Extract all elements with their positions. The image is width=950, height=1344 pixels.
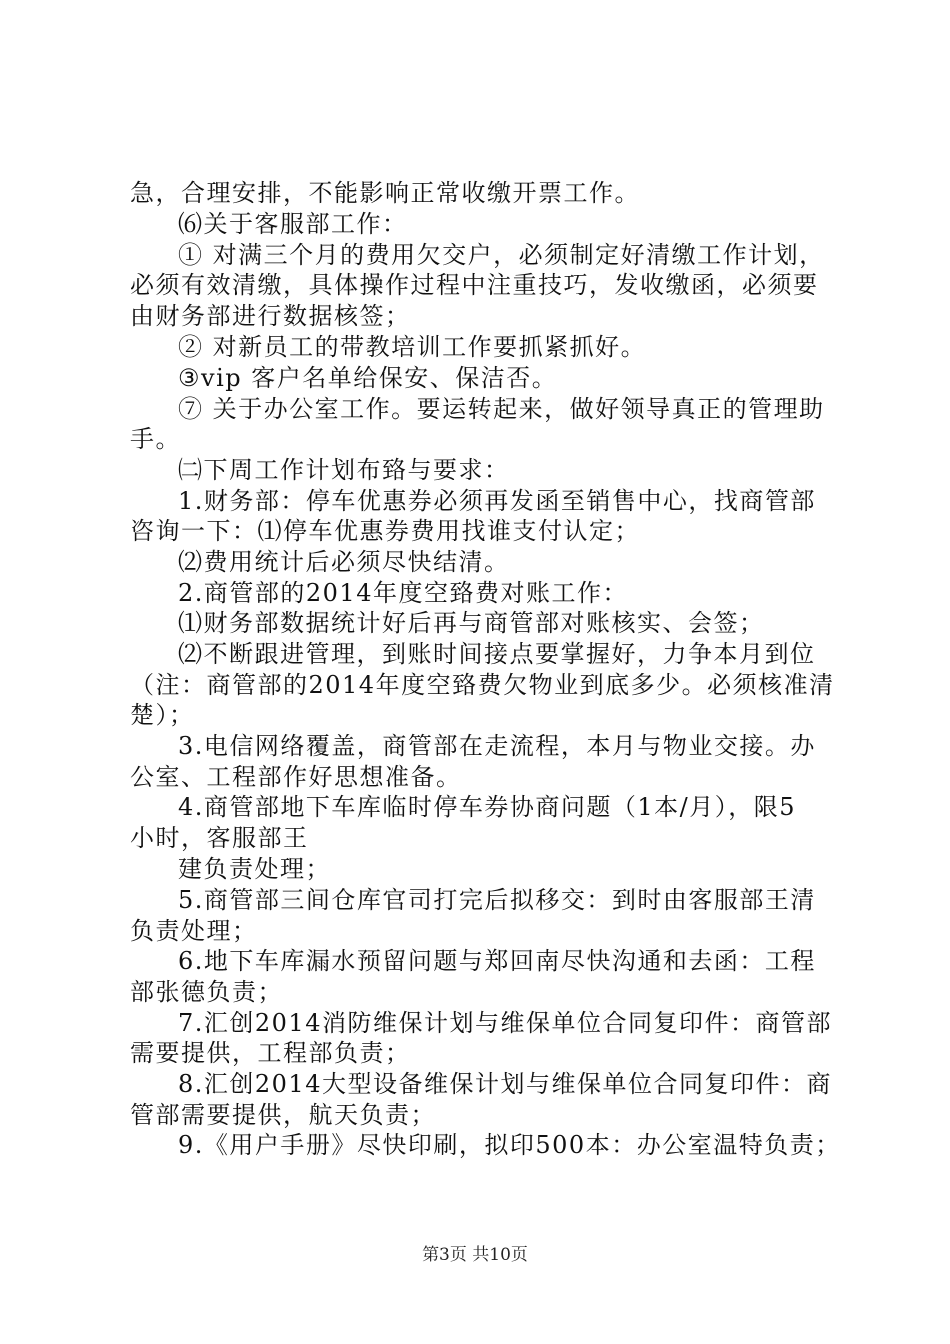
text-line: 3.电信网络覆盖，商管部在走流程，本月与物业交接。办 — [178, 732, 816, 760]
text-line: 8.汇创2014大型设备维保计划与维保单位合同复印件：商 — [178, 1070, 832, 1098]
text-line: 管部需要提供，航天负责； — [130, 1101, 436, 1129]
text-line: 咨询一下：⑴停车优惠券费用找谁支付认定； — [130, 517, 640, 545]
text-line: 手。 — [130, 425, 181, 453]
text-line: （注：商管部的2014年度空臵费欠物业到底多少。必须核准清 — [130, 671, 835, 699]
text-line: ② 对新员工的带教培训工作要抓紧抓好。 — [178, 333, 647, 361]
text-line: ⑦ 关于办公室工作。要运转起来，做好领导真正的管理助 — [178, 395, 825, 423]
text-line: 7.汇创2014消防维保计划与维保单位合同复印件：商管部 — [178, 1009, 832, 1037]
text-line: ⑵费用统计后必须尽快结清。 — [178, 548, 510, 576]
text-line: 公室、工程部作好思想准备。 — [130, 763, 462, 791]
text-line: 负责处理； — [130, 917, 258, 945]
text-line: 5.商管部三间仓库官司打完后拟移交：到时由客服部王清 — [178, 886, 816, 914]
text-line: 4.商管部地下车库临时停车券协商问题（1本/月），限5 — [178, 793, 797, 821]
text-line: 2.商管部的2014年度空臵费对账工作： — [178, 579, 628, 607]
section-heading: ㈡下周工作计划布臵与要求： — [178, 456, 510, 484]
text-line: 建负责处理； — [178, 855, 331, 883]
text-line: ⑴财务部数据统计好后再与商管部对账核实、会签； — [178, 609, 765, 637]
text-line: ① 对满三个月的费用欠交户，必须制定好清缴工作计划， — [178, 241, 825, 269]
text-line: 9.《用户手册》尽快印刷，拟印500本：办公室温特负责； — [178, 1131, 841, 1159]
text-line: 急，合理安排，不能影响正常收缴开票工作。 — [130, 179, 640, 207]
text-line: 需要提供，工程部负责； — [130, 1039, 411, 1067]
text-line: ⑵不断跟进管理，到账时间接点要掌握好，力争本月到位 — [178, 640, 816, 668]
text-line: 楚）； — [130, 701, 195, 729]
text-line: 部张德负责； — [130, 978, 283, 1006]
text-line: 6.地下车库漏水预留问题与郑回南尽快沟通和去函：工程 — [178, 947, 816, 975]
text-line: 必须有效清缴，具体操作过程中注重技巧，发收缴函，必须要 — [130, 271, 819, 299]
page-number-footer: 第3页 共10页 — [422, 1245, 528, 1265]
text-line: 由财务部进行数据核签； — [130, 302, 411, 330]
text-line: ③vip 客户名单给保安、保洁否。 — [178, 364, 558, 392]
section-heading: ⑹关于客服部工作： — [178, 210, 408, 238]
text-line: 小时，客服部王 — [130, 824, 309, 852]
text-line: 1.财务部：停车优惠券必须再发函至销售中心，找商管部 — [178, 487, 816, 515]
